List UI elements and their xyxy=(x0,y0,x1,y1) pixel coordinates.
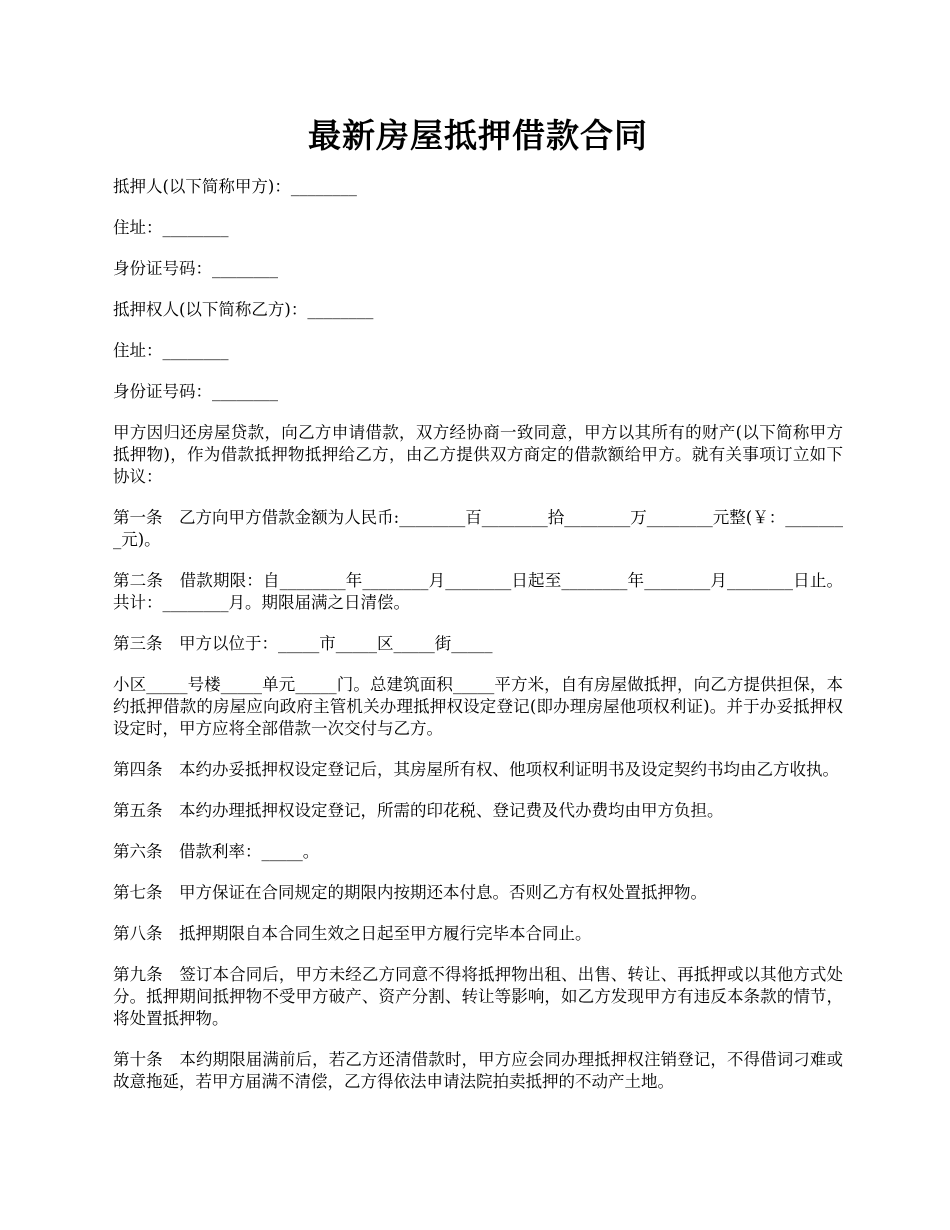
article-9: 第九条 签订本合同后，甲方未经乙方同意不得将抵押物出租、出售、转让、再抵押或以其他方式处分。抵押期间抵押物不受甲方破产、资产分割、转让等影响，如乙方发现甲方有违反本条款的情节，将处置抵押物。 xyxy=(113,965,843,1028)
preamble-paragraph: 甲方因归还房屋贷款，向乙方申请借款，双方经协商一致同意，甲方以其所有的财产(以下简称甲方抵押物)，作为借款抵押物抵押给乙方，由乙方提供双方商定的借款额给甲方。就有关事项订立如下协议： xyxy=(113,423,843,486)
document-body xyxy=(113,176,843,1112)
mortgagee-name-line: 抵押权人(以下简称乙方)：________ xyxy=(113,300,374,319)
article-3: 第三条 甲方以位于：_____市_____区_____街_____ xyxy=(113,634,493,653)
article-8: 第八条 抵押期限自本合同生效之日起至甲方履行完毕本合同止。 xyxy=(113,924,592,943)
article-4: 第四条 本约办妥抵押权设定登记后，其房屋所有权、他项权利证明书及设定契约书均由乙方收执。 xyxy=(113,760,839,779)
article-5: 第五条 本约办理抵押权设定登记，所需的印花税、登记费及代办费均由甲方负担。 xyxy=(113,801,724,820)
mortgagor-name-line: 抵押人(以下简称甲方)：________ xyxy=(113,177,357,196)
mortgagee-address-line: 住址：________ xyxy=(113,341,229,360)
mortgagor-id-line: 身份证号码：________ xyxy=(113,259,278,278)
mortgagee-id-line: 身份证号码：________ xyxy=(113,382,278,401)
mortgagor-address-line: 住址：________ xyxy=(113,218,229,237)
article-7: 第七条 甲方保证在合同规定的期限内按期还本付息。否则乙方有权处置抵押物。 xyxy=(113,883,707,902)
article-6: 第六条 借款利率：_____。 xyxy=(113,842,320,861)
article-2: 第二条 借款期限：自________年________月________日起至________年________月________日止。共计：________月。期限届满之日清偿。 xyxy=(113,571,843,612)
article-3-continued: 小区_____号楼_____单元_____门。总建筑面积_____平方米，自有房屋做抵押，向乙方提供担保，本约抵押借款的房屋应向政府主管机关办理抵押权设定登记(即办理房屋他项权利证)。并于办妥抵押权设定时，甲方应将全部借款一次交付与乙方。 xyxy=(113,675,843,738)
article-1: 第一条 乙方向甲方借款金额为人民币:________百________拾________万________元整(￥：________元)。 xyxy=(113,508,843,549)
article-10: 第十条 本约期限届满前后，若乙方还清借款时，甲方应会同办理抵押权注销登记，不得借词刁难或故意拖延，若甲方届满不清偿，乙方得依法申请法院拍卖抵押的不动产土地。 xyxy=(113,1050,843,1091)
document-title: 最新房屋抵押借款合同 xyxy=(308,116,648,155)
